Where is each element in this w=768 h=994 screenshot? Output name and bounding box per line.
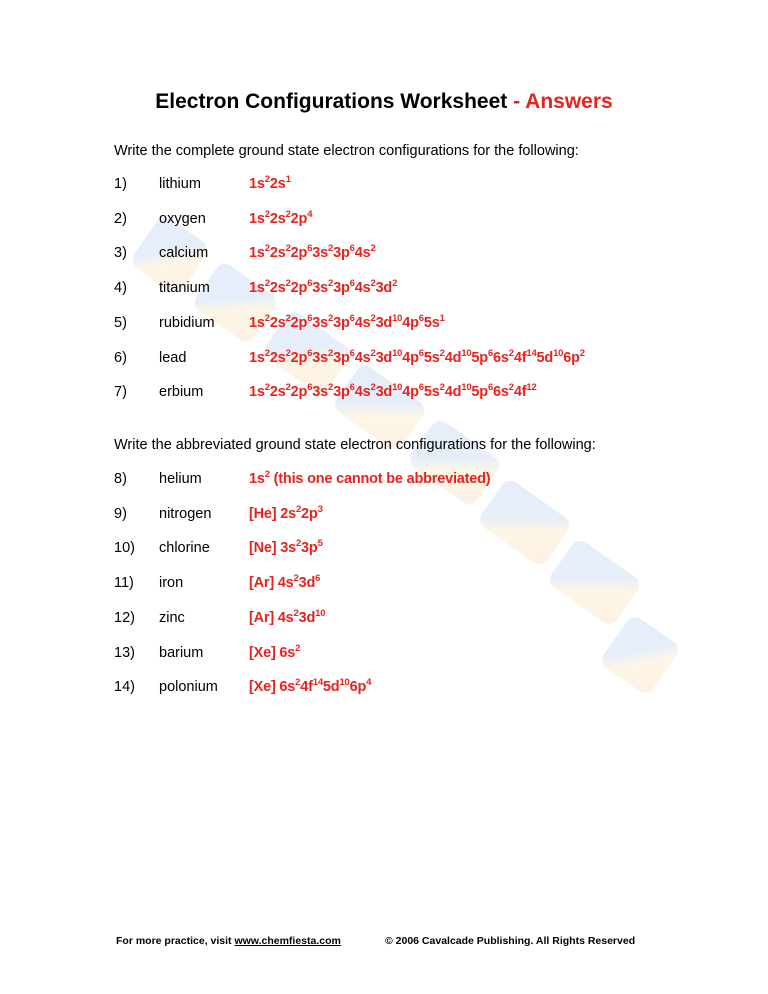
title-main: Electron Configurations Worksheet <box>155 90 508 113</box>
footer-practice-text: For more practice, visit <box>116 935 235 947</box>
config-row <box>114 679 714 701</box>
item-number: 1) <box>114 176 127 192</box>
electron-configuration-answer: [Ar] $4s^23d^6$ <box>249 573 321 592</box>
element-name: calcium <box>159 245 209 262</box>
config-row <box>114 347 714 372</box>
config-row <box>114 471 714 493</box>
element-name: rubidium <box>159 314 215 331</box>
item-number: 9) <box>114 505 127 522</box>
element-name: erbium <box>159 384 204 401</box>
element-name: nitrogen <box>159 505 212 522</box>
element-name: chlorine <box>159 540 210 557</box>
electron-configuration-answer: [Xe] $6s^2$ <box>249 642 301 661</box>
config-row <box>114 503 714 528</box>
item-number: 6) <box>114 349 127 366</box>
electron-configuration-answer: $1s^22s^22p^4$ <box>249 208 313 227</box>
electron-configuration-answer: $1s^22s^22p^63s^23p^64s^23d^{10}4p^65s^24d^{10}5p^66s^24f^{14}5d^{10}6p^2$ <box>249 347 585 366</box>
footer-copyright: © 2006 Cavalcade Publishing. All Rights Reserved <box>385 935 636 947</box>
electron-configuration-answer: $1s^22s^22p^63s^23p^64s^23d^{10}4p^65s^24d^{10}5p^66s^24f^{12}$ <box>249 382 537 401</box>
config-row <box>114 208 714 233</box>
title-accent: - Answers <box>513 90 613 113</box>
element-name: zinc <box>159 609 185 626</box>
electron-configuration-answer: $1s^22s^1$ <box>249 174 291 192</box>
config-row <box>114 280 714 302</box>
config-row <box>114 607 714 632</box>
config-row <box>114 575 714 597</box>
element-name: polonium <box>159 679 218 696</box>
item-number: 8) <box>114 471 127 487</box>
element-name: barium <box>159 644 204 661</box>
electron-configuration-answer: $1s^22s^22p^63s^23p^64s^23d^2$ <box>249 278 398 297</box>
footer-practice <box>116 935 341 947</box>
item-number: 11) <box>114 575 134 592</box>
electron-configuration-answer: $1s^22s^22p^63s^23p^64s^2$ <box>249 243 376 262</box>
config-row <box>114 384 714 406</box>
electron-configuration-answer: [Ar] $4s^23d^{10}$ <box>249 607 326 626</box>
config-row <box>114 312 714 337</box>
element-name: iron <box>159 575 184 592</box>
electron-configuration-answer: [Xe] $6s^24f^{14}5d^{10}6p^4$ <box>249 677 372 696</box>
footer-link[interactable]: www.chemfiesta.com <box>234 935 341 947</box>
electron-configuration-answer: $1s^22s^22p^63s^23p^64s^23d^{10}4p^65s^1$ <box>249 312 445 331</box>
item-number: 12) <box>114 609 135 626</box>
electron-configuration-answer: $1s^2$ (this one cannot be abbreviated) <box>249 469 491 487</box>
element-name: titanium <box>159 280 210 297</box>
item-number: 2) <box>114 210 127 227</box>
instruction-complete: Write the complete ground state electron configurations for the following: <box>114 143 579 159</box>
instruction-abbreviated: Write the abbreviated ground state electron configurations for the following: <box>114 437 596 453</box>
config-row <box>114 245 714 267</box>
config-row <box>114 540 714 562</box>
element-name: oxygen <box>159 210 206 227</box>
item-number: 10) <box>114 540 135 557</box>
item-number: 3) <box>114 245 127 262</box>
item-number: 7) <box>114 384 127 401</box>
electron-configuration-answer: [Ne] $3s^23p^5$ <box>249 538 323 557</box>
config-row <box>114 176 714 198</box>
element-name: lead <box>159 349 187 366</box>
item-number: 5) <box>114 314 127 331</box>
item-number: 13) <box>114 644 135 661</box>
config-row <box>114 642 714 667</box>
element-name: lithium <box>159 176 201 192</box>
electron-configuration-answer: [He] $2s^22p^3$ <box>249 503 323 522</box>
page-title <box>0 90 768 114</box>
item-number: 14) <box>114 679 135 696</box>
item-number: 4) <box>114 280 127 297</box>
element-name: helium <box>159 471 202 487</box>
